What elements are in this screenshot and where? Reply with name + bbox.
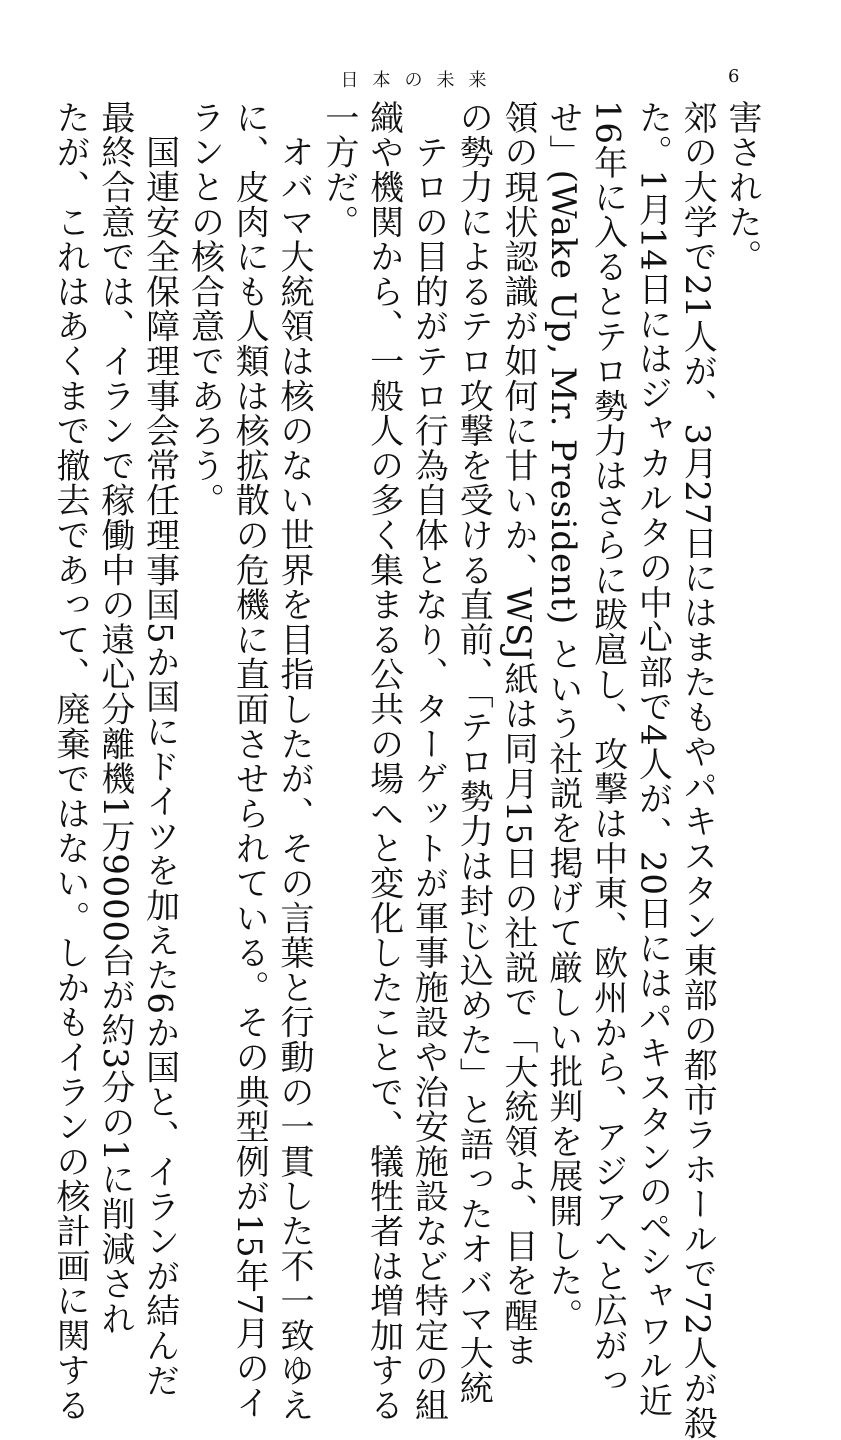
- text-line: 織や機関から、一般人の多く集まる公共の場へと変化したことで、犠牲者は増加する: [363, 100, 404, 1423]
- text-line: た。1月14日にはジャカルタの中心部で4人が、20日にはパキスタンのペシャワル近: [632, 100, 673, 1418]
- text-line: 郊の大学で21人が、3月27日にはまたもやパキスタン東部の都市ラホールで72人が殺: [677, 100, 718, 1440]
- text-line: 国連安全保障理事会常任理事国5か国にドイツを加えた6か国と、イランが結んだ: [139, 100, 180, 1398]
- text-line: オバマ大統領は核のない世界を目指したが、その言葉と行動の一貫した不一致ゆえ: [274, 100, 315, 1423]
- text-line: たが、これはあくまで撤去であって、廃棄ではない。しかもイランの核計画に関する: [50, 100, 91, 1423]
- text-line: テロの目的がテロ行為自体となり、ターゲットが軍事施設や治安施設など特定の組: [408, 100, 449, 1423]
- text-line: 領の現状認識が如何に甘いか、WSJ紙は同月15日の社説で「大統領よ、目を醒ま: [498, 100, 539, 1368]
- text-line: ランとの核合意であろう。: [184, 100, 225, 518]
- text-line: 害された。: [722, 100, 762, 274]
- body-text: [50, 100, 764, 1440]
- text-line: 最終合意では、イランで稼働中の遠心分離機1万9000台が約3分の1に削減され: [94, 100, 135, 1336]
- text-line: 一方だ。: [318, 100, 359, 240]
- page-number: 6: [728, 66, 740, 87]
- text-line: に、皮肉にも人類は核拡散の危機に直面させられている。その典型例が15年7月のイ: [229, 100, 270, 1421]
- running-header-title: 日本の未来: [340, 70, 501, 91]
- text-line: の勢力によるテロ攻撃を受ける直前、「テロ勢力は封じ込めた」と語ったオバマ大統: [453, 100, 494, 1406]
- text-line: 16年に入るとテロ勢力はさらに跋扈し、攻撃は中東、欧州から、アジアへと広がっ: [587, 100, 628, 1398]
- text-line: せ」(Wake Up, Mr. President) という社説を掲げて厳しい批判を展開した。: [542, 100, 583, 1333]
